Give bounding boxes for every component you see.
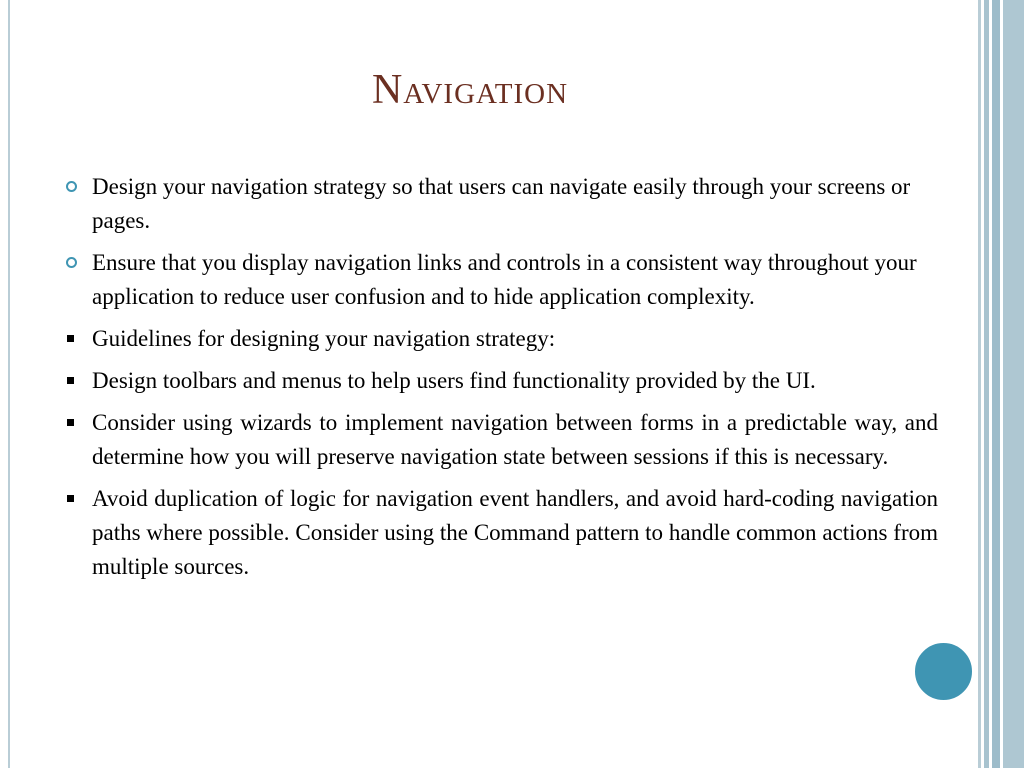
bullet-text: Ensure that you display navigation links and controls in a consistent way throughout your application to reduce user confusion and to hide application complexity.	[92, 250, 917, 309]
square-bullet-icon	[64, 406, 84, 440]
circle-bullet-icon	[64, 246, 84, 280]
bullet-item	[58, 246, 938, 314]
bullet-item	[58, 482, 938, 584]
bullet-list	[58, 170, 938, 592]
decorative-stripe	[978, 0, 981, 768]
bullet-text: Avoid duplication of logic for navigation event handlers, and avoid hard-coding navigation paths where possible. Consider using the Command pattern to handle common actions from multiple sources.	[92, 486, 938, 579]
slide-title: Navigation	[371, 67, 569, 113]
bullet-item	[58, 406, 938, 474]
bullet-item	[58, 364, 938, 398]
square-bullet-icon	[64, 364, 84, 398]
bullet-text: Design your navigation strategy so that users can navigate easily through your screens or pages.	[92, 174, 911, 233]
square-bullet-icon	[64, 322, 84, 356]
bullet-text: Consider using wizards to implement navigation between forms in a predictable way, and determine how you will preserve navigation state between sessions if this is necessary.	[92, 410, 938, 469]
bullet-text: Guidelines for designing your navigation strategy:	[92, 326, 556, 351]
bullet-item	[58, 170, 938, 238]
circle-bullet-icon	[64, 170, 84, 204]
left-border-line	[8, 0, 10, 768]
bullet-item	[58, 322, 938, 356]
bullet-text: Design toolbars and menus to help users find functionality provided by the UI.	[92, 368, 816, 393]
decorative-stripe	[992, 0, 1000, 768]
decorative-circle	[913, 641, 974, 702]
decorative-stripe	[984, 0, 989, 768]
decorative-stripe	[1003, 0, 1024, 768]
square-bullet-icon	[64, 482, 84, 516]
